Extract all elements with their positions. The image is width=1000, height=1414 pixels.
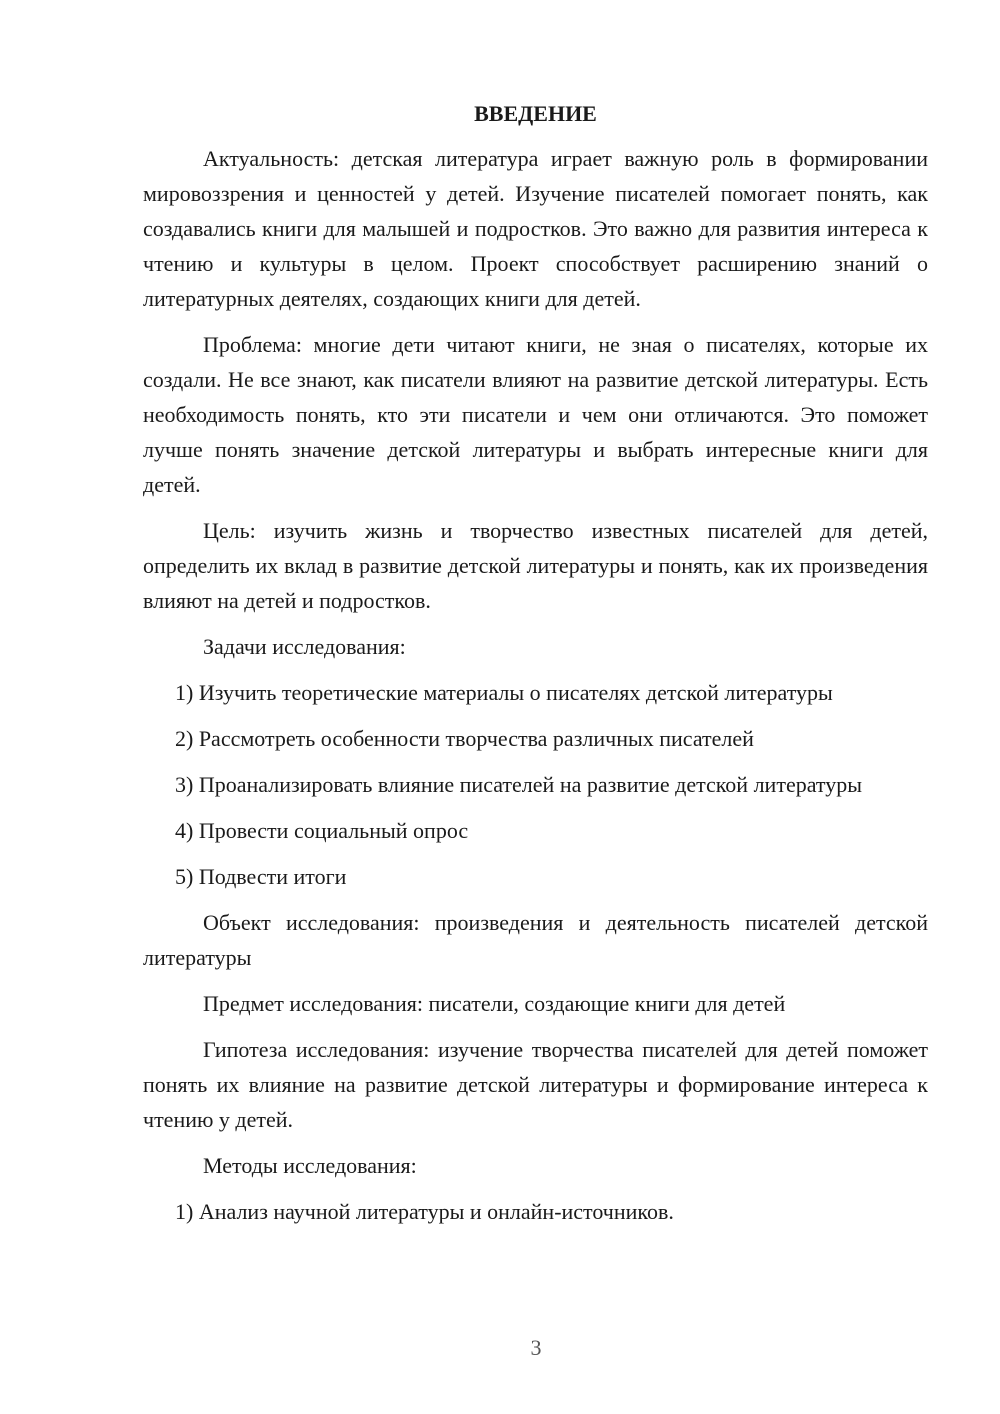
problem-paragraph: Проблема: многие дети читают книги, не зная о писателях, которые их создали. Не все знают, как писатели влияют на развитие детской литературы. Есть необходимость понять, кто эти писатели и чем они отличаются. Это поможет лучше понять значение детской литературы и выбрать интересные книги для детей. xyxy=(143,332,928,497)
hypothesis-paragraph: Гипотеза исследования: изучение творчества писателей для детей поможет понять их влияние на развитие детской литературы и формирование интереса к чтению у детей. xyxy=(143,1037,928,1132)
methods-heading: Методы исследования: xyxy=(203,1153,417,1178)
task-item: 1) Изучить теоретические материалы о писателях детской литературы xyxy=(175,680,833,705)
page-title: ВВЕДЕНИЕ xyxy=(474,101,597,126)
text-column xyxy=(143,96,928,1240)
tasks-heading: Задачи исследования: xyxy=(203,634,406,659)
object-paragraph: Объект исследования: произведения и деятельность писателей детской литературы xyxy=(143,910,928,970)
task-item: 4) Провести социальный опрос xyxy=(175,818,469,843)
relevance-paragraph: Актуальность: детская литература играет важную роль в формировании мировоззрения и ценностей у детей. Изучение писателей помогает понять, как создавались книги для малышей и подростков. Это важно для развития интереса к чтению и культуры в целом. Проект способствует расширению знаний о литературных деятелях, создающих книги для детей. xyxy=(143,146,928,311)
task-item: 5) Подвести итоги xyxy=(175,864,347,889)
page-number: 3 xyxy=(530,1335,542,1360)
task-item: 3) Проанализировать влияние писателей на развитие детской литературы xyxy=(175,772,863,797)
subject-paragraph: Предмет исследования: писатели, создающие книги для детей xyxy=(203,991,786,1016)
method-item: 1) Анализ научной литературы и онлайн-источников. xyxy=(175,1199,674,1224)
goal-paragraph: Цель: изучить жизнь и творчество известных писателей для детей, определить их вклад в развитие детской литературы и понять, как их произведения влияют на детей и подростков. xyxy=(143,518,928,613)
task-item: 2) Рассмотреть особенности творчества различных писателей xyxy=(175,726,754,751)
